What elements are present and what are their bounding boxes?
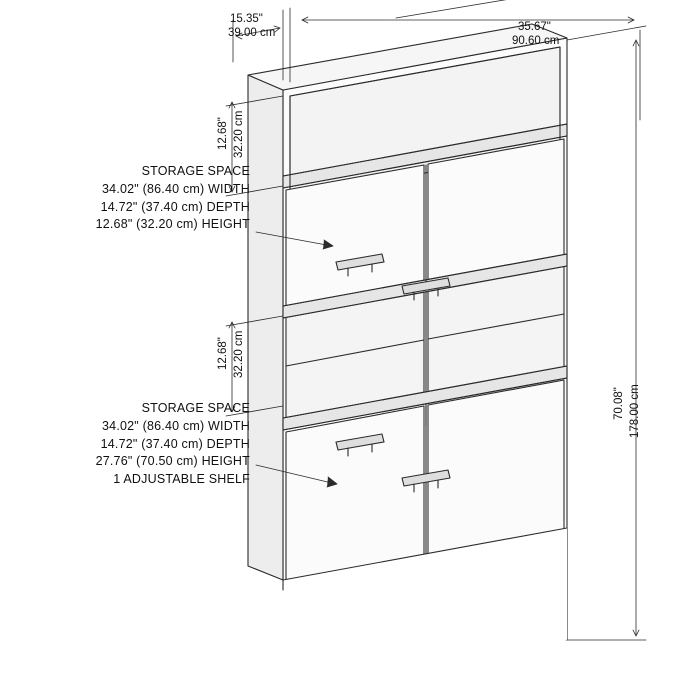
callout-lower-line-2: 34.02" (86.40 cm) WIDTH bbox=[102, 418, 250, 433]
callout-lower-line-3: 14.72" (37.40 cm) DEPTH bbox=[100, 436, 250, 451]
cabinet-left-side bbox=[248, 75, 283, 580]
callout-lower-line-5: 1 ADJUSTABLE SHELF bbox=[113, 472, 250, 486]
dim-mid-shelf-inches: 12.68" bbox=[217, 337, 229, 370]
dim-open-shelf-cm: 32.20 cm bbox=[233, 110, 245, 158]
callout-upper-line-2: 34.02" (86.40 cm) WIDTH bbox=[102, 181, 250, 196]
callout-upper-line-4: 12.68" (32.20 cm) HEIGHT bbox=[95, 217, 250, 232]
dim-overall-height-inches: 70.08" bbox=[613, 387, 625, 420]
callout-upper-storage bbox=[60, 163, 250, 234]
callout-lower-line-4: 27.76" (70.50 cm) HEIGHT bbox=[95, 454, 250, 469]
callout-lower-line-1: STORAGE SPACE bbox=[141, 401, 250, 415]
dim-depth-top-cm: 39.00 cm bbox=[228, 27, 276, 39]
dim-mid-shelf-cm: 32.20 cm bbox=[233, 330, 245, 378]
dim-open-shelf-inches: 12.68" bbox=[217, 117, 229, 150]
dim-width-top-inches: 35.67" bbox=[518, 21, 551, 33]
callout-upper-line-1: STORAGE SPACE bbox=[141, 164, 250, 178]
dim-width-top-cm: 90.60 cm bbox=[512, 35, 560, 47]
dim-overall-height-cm: 178.00 cm bbox=[629, 384, 641, 438]
callout-upper-line-3: 14.72" (37.40 cm) DEPTH bbox=[100, 199, 250, 214]
dim-depth-top-inches: 15.35" bbox=[230, 13, 263, 25]
callout-lower-storage bbox=[38, 400, 250, 489]
